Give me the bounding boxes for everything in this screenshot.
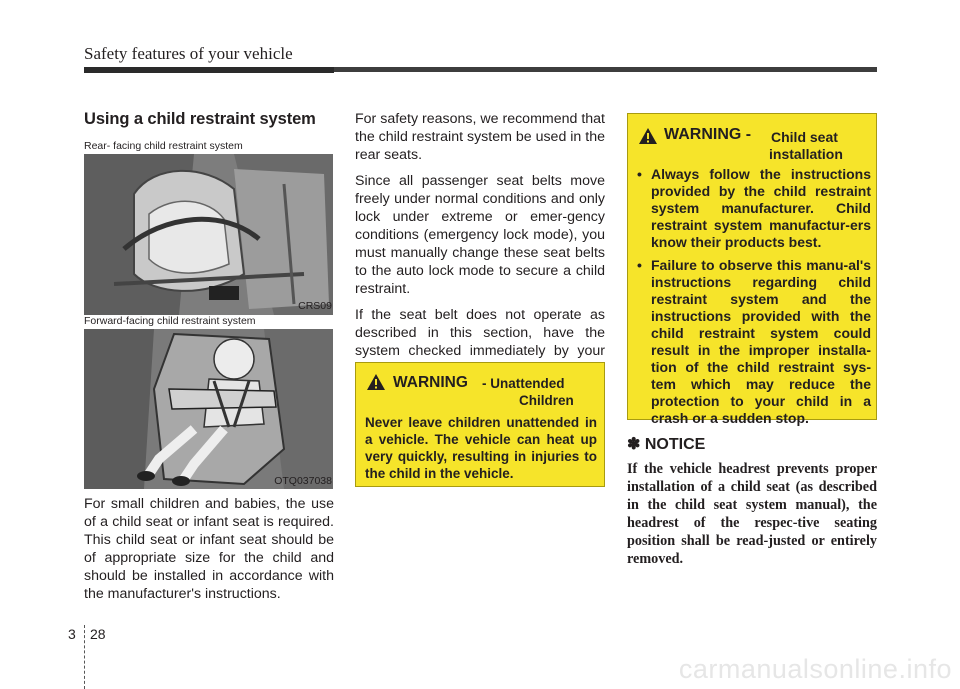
page-number: 28 xyxy=(90,626,106,642)
warning-label: WARNING xyxy=(393,374,468,391)
footer-divider xyxy=(84,625,85,689)
warning-bullet-list xyxy=(637,166,871,427)
figure-code-rear: CRS09 xyxy=(298,300,332,312)
notice-heading xyxy=(627,434,877,454)
column-2 xyxy=(355,110,605,386)
header-rule-accent xyxy=(84,67,334,73)
list-item xyxy=(637,257,871,427)
warning-subtitle-line2: installation xyxy=(769,146,843,162)
watermark: carmanualsonline.info xyxy=(678,654,952,684)
page-header-title: Safety features of your vehicle xyxy=(84,44,293,63)
rear-facing-seat-icon xyxy=(84,154,333,315)
chapter-number: 3 xyxy=(68,626,76,642)
notice-title: NOTICE xyxy=(644,436,706,453)
warning-unattended-text: Never leave children unattended in a vehicle. The vehicle can heat up very quickly, resulting in injuries to the child in the vehicle. xyxy=(365,415,597,481)
warning-triangle-icon xyxy=(638,127,658,150)
forward-facing-seat-icon xyxy=(84,329,333,489)
figure-caption-forward-facing: Forward-facing child restraint system xyxy=(84,315,256,327)
col2-paragraph-2: Since all passenger seat belts move freely under normal conditions and only lock under extreme or emer-gency conditions (emergency lock mode), you must manually change these seat belts to the auto lock mode to secure a child restraint. xyxy=(355,173,605,297)
col2-paragraph-1: For safety reasons, we recommend that the child restraint system be used in the rear seats. xyxy=(355,111,605,163)
warning-subtitle-line1: - Unattended xyxy=(482,376,565,391)
notice-star-icon: ✽ xyxy=(627,436,641,453)
column-1 xyxy=(84,110,334,602)
rear-facing-seat-illustration xyxy=(84,154,333,315)
warning-bullet-text: Always follow the instructions provided by the child restraint system manufacturer. Child restraint system manufactur-ers know their products best. xyxy=(651,166,871,250)
col2-paragraph-3: If the seat belt does not operate as described in this section, have the system checked immediately by your xyxy=(355,307,605,359)
warning-triangle-icon xyxy=(366,373,386,396)
col1-paragraph: For small children and babies, the use of a child seat or infant seat is required. This child seat or infant seat should be of appropriate size for the child and should be installed in accordance with the manufacturer's instructions. xyxy=(84,496,334,602)
warning-box-installation xyxy=(627,113,877,426)
figure-code-forward: OTQ037038 xyxy=(274,475,332,487)
bullet-icon: • xyxy=(637,166,642,182)
forward-facing-seat-illustration xyxy=(84,329,333,489)
list-item xyxy=(637,166,871,251)
notice-section xyxy=(627,434,877,568)
warning-label: WARNING - xyxy=(664,126,752,143)
warning-bullet-text: Failure to observe this manu-al's instructions regarding child restraint system and the instructions provided with the child restraint system could result in the improper installa-tion of the child restraint sys-tem which may reduce the protection to your child in a crash or a sudden stop. xyxy=(651,257,871,426)
warning-subtitle-line2: Children xyxy=(519,393,574,408)
warning-subtitle-line1: Child seat xyxy=(771,129,838,145)
section-heading: Using a child restraint system xyxy=(84,110,316,128)
warning-box-unattended xyxy=(355,362,605,487)
notice-text: If the vehicle headrest prevents proper installation of a child seat (as described in the child seat system manual), the headrest of the respec-tive seating position shall be read-justed or entirely removed. xyxy=(627,461,877,567)
figure-caption-rear-facing: Rear- facing child restraint system xyxy=(84,140,243,152)
bullet-icon: • xyxy=(637,257,642,273)
